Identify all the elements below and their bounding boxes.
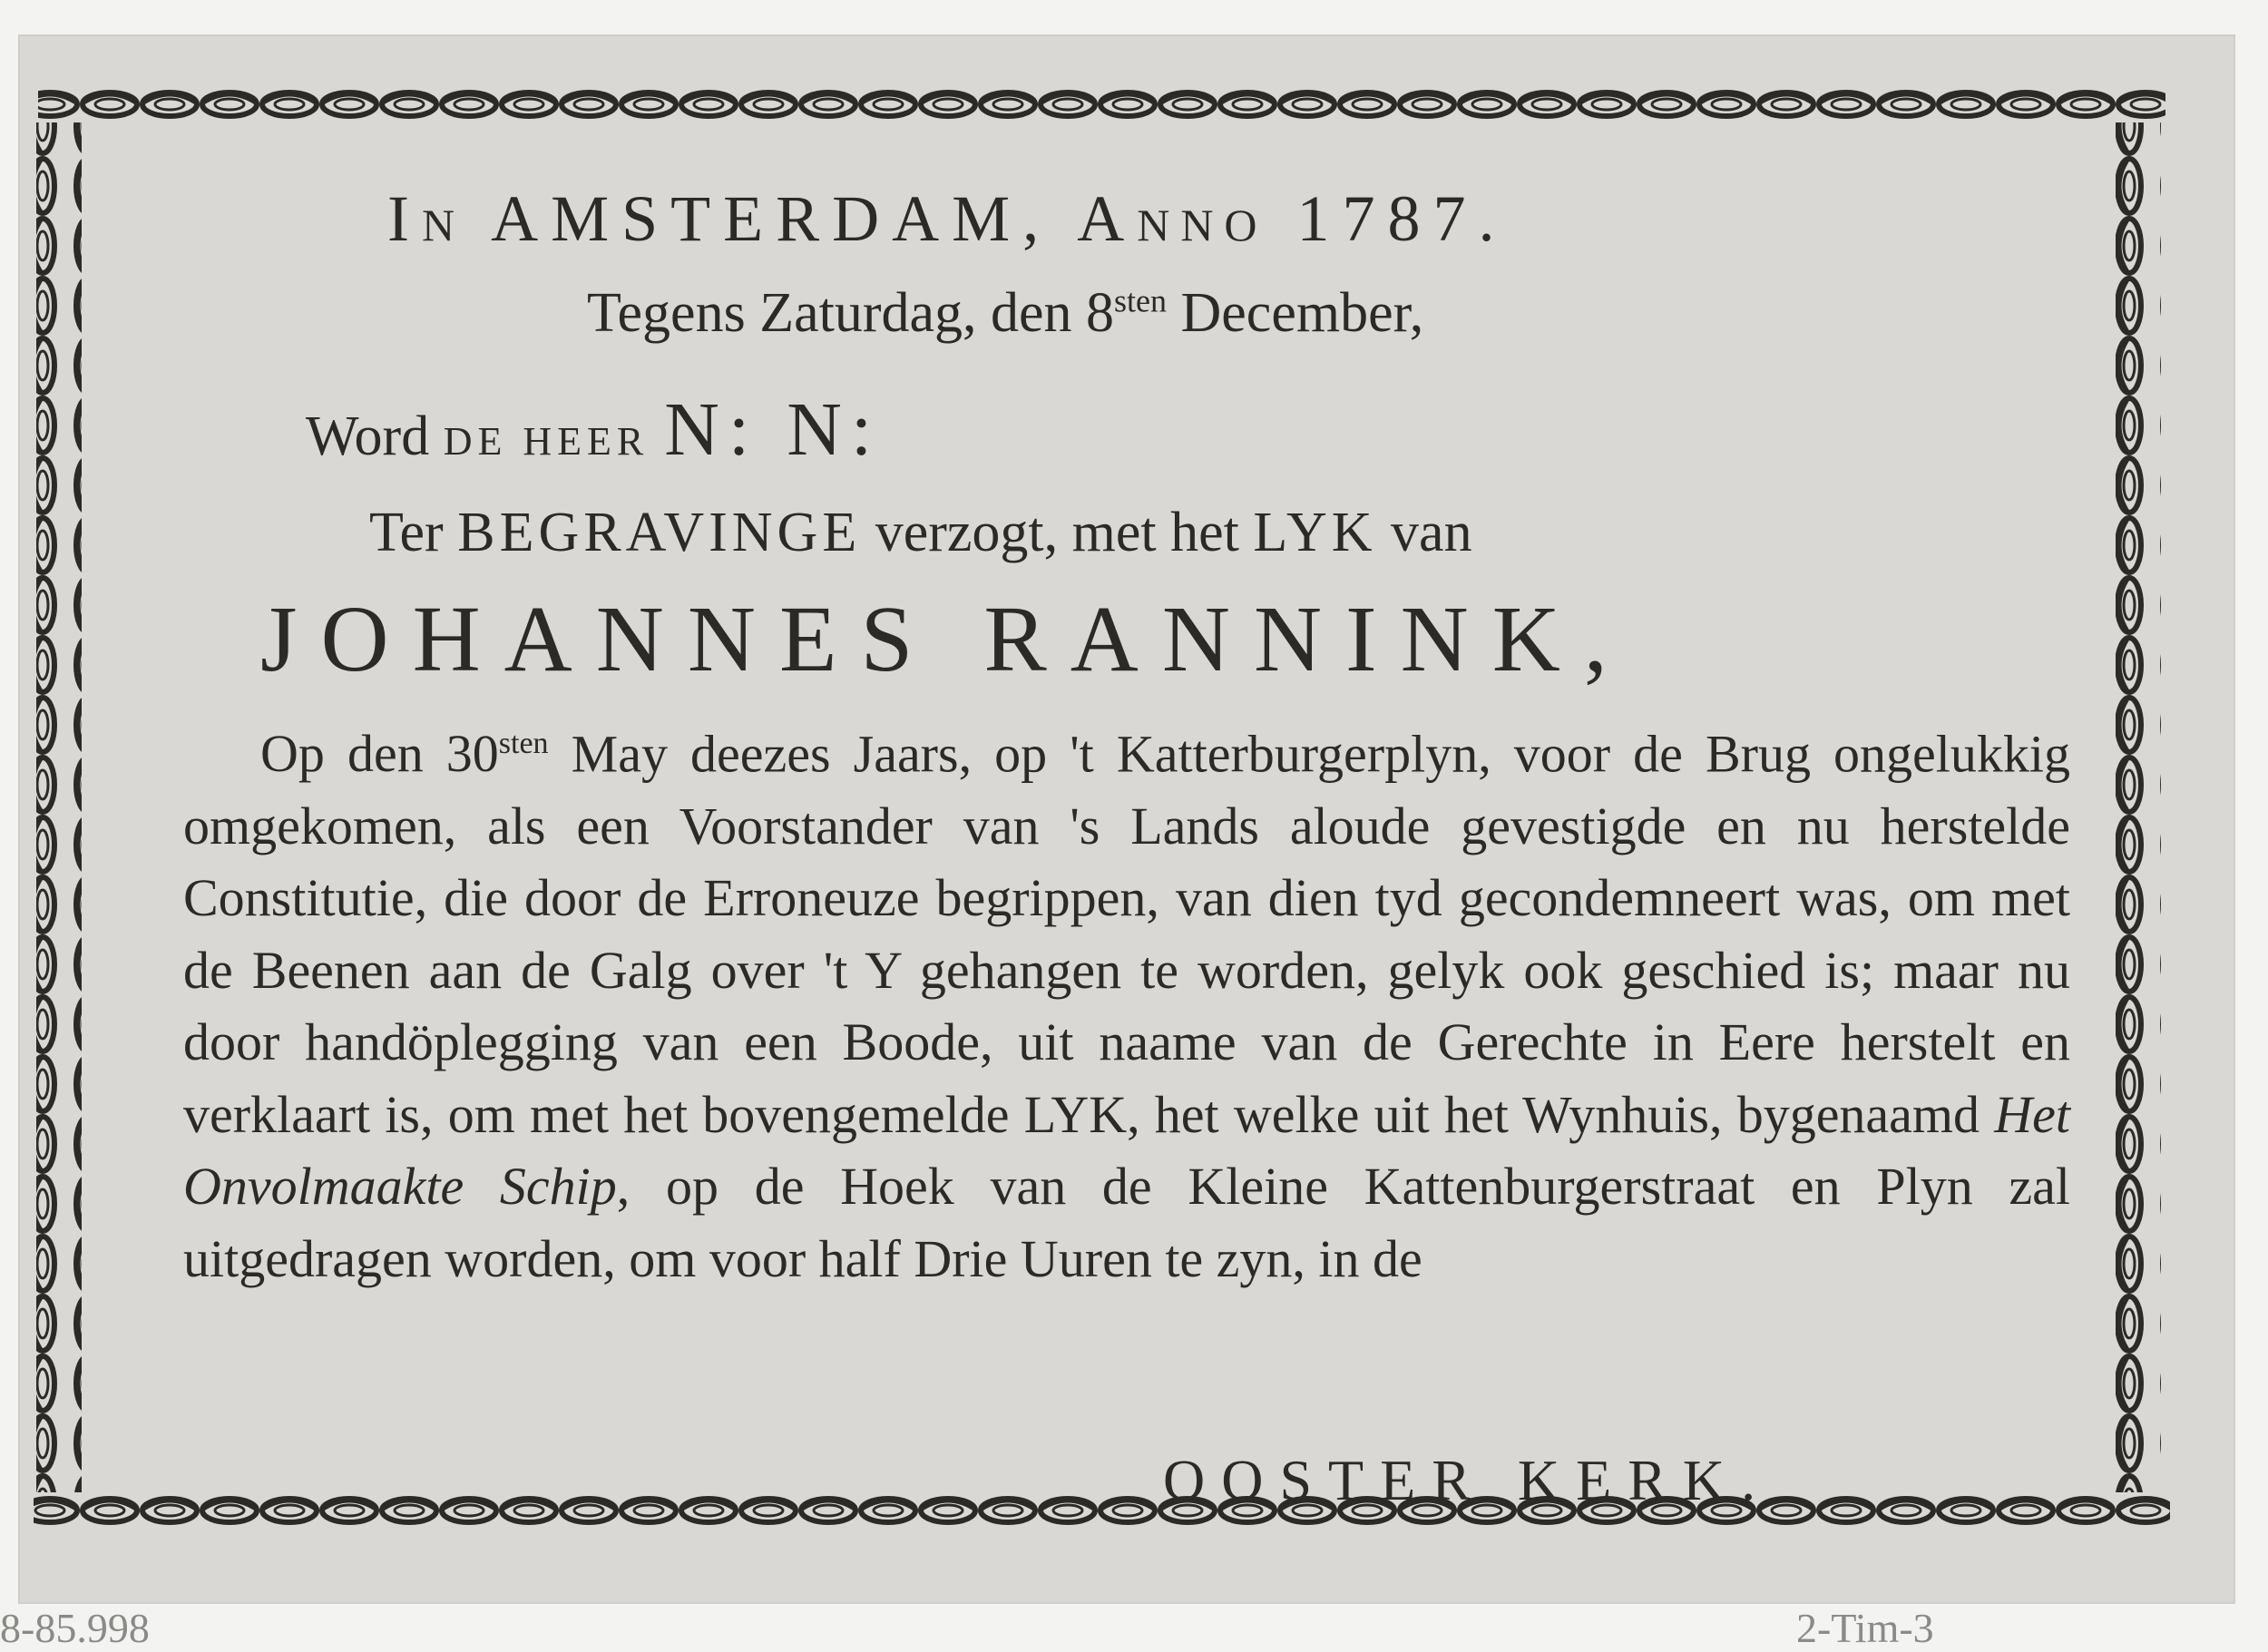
invitee-line: Word DE HEER N: N: [306,387,882,472]
paper-sheet [20,36,2234,1602]
burial-invite-line: Ter BEGRAVINGE verzogt, met het LYK van [369,502,1472,563]
inventory-number-right: 2-Tim-3 [1796,1605,1934,1651]
anno-initial: A [1077,182,1138,255]
city-small-caps: N [421,200,466,250]
inventory-number-left: 8-85.998 [0,1605,150,1651]
church-name: OOSTER KERK. [1163,1448,1773,1512]
body-paragraph: Op den $30^{sten}$ May deezes Jaars, op 't Katterburgerplyn, voor de Brug ongelukkig omgekomen, als een Voorstander van 's Lands aloude gevestigde en nu herstelde Constitutie, die door de Erroneuze begrippen, van dien tyd gecondemneert was, om met de Beenen aan de Galg over 't Y gehangen te worden, gelyk ook geschied is; maar nu door handöplegging van een Boode, uit naame van de Gerechte in Eere herstelt en verklaart is, om met het bovengemelde LYK, het welke uit het Wynhuis, bygenaamd Het Onvolmaakte Schip, op de Hoek van de Kleine Kattenburgerstraat en Plyn zal uitgedragen worden, om voor half Drie Uuren te zyn, in de [183,724,2071,1288]
deceased-name: JOHANNES RANNINK, [260,587,1631,691]
city-name: AMSTERDAM, [491,182,1052,255]
inn-name: Het Onvolmaakte Schip [183,1084,2070,1217]
header-line [387,181,1508,257]
invitee-placeholder: N: N: [664,387,882,472]
city-initial: I [387,182,422,255]
year: 1787. [1296,182,1508,255]
date-line: Tegens Zaturdag, den $8^{sten}$ December, [587,282,1424,344]
anno-small-caps: NNO [1137,200,1268,250]
